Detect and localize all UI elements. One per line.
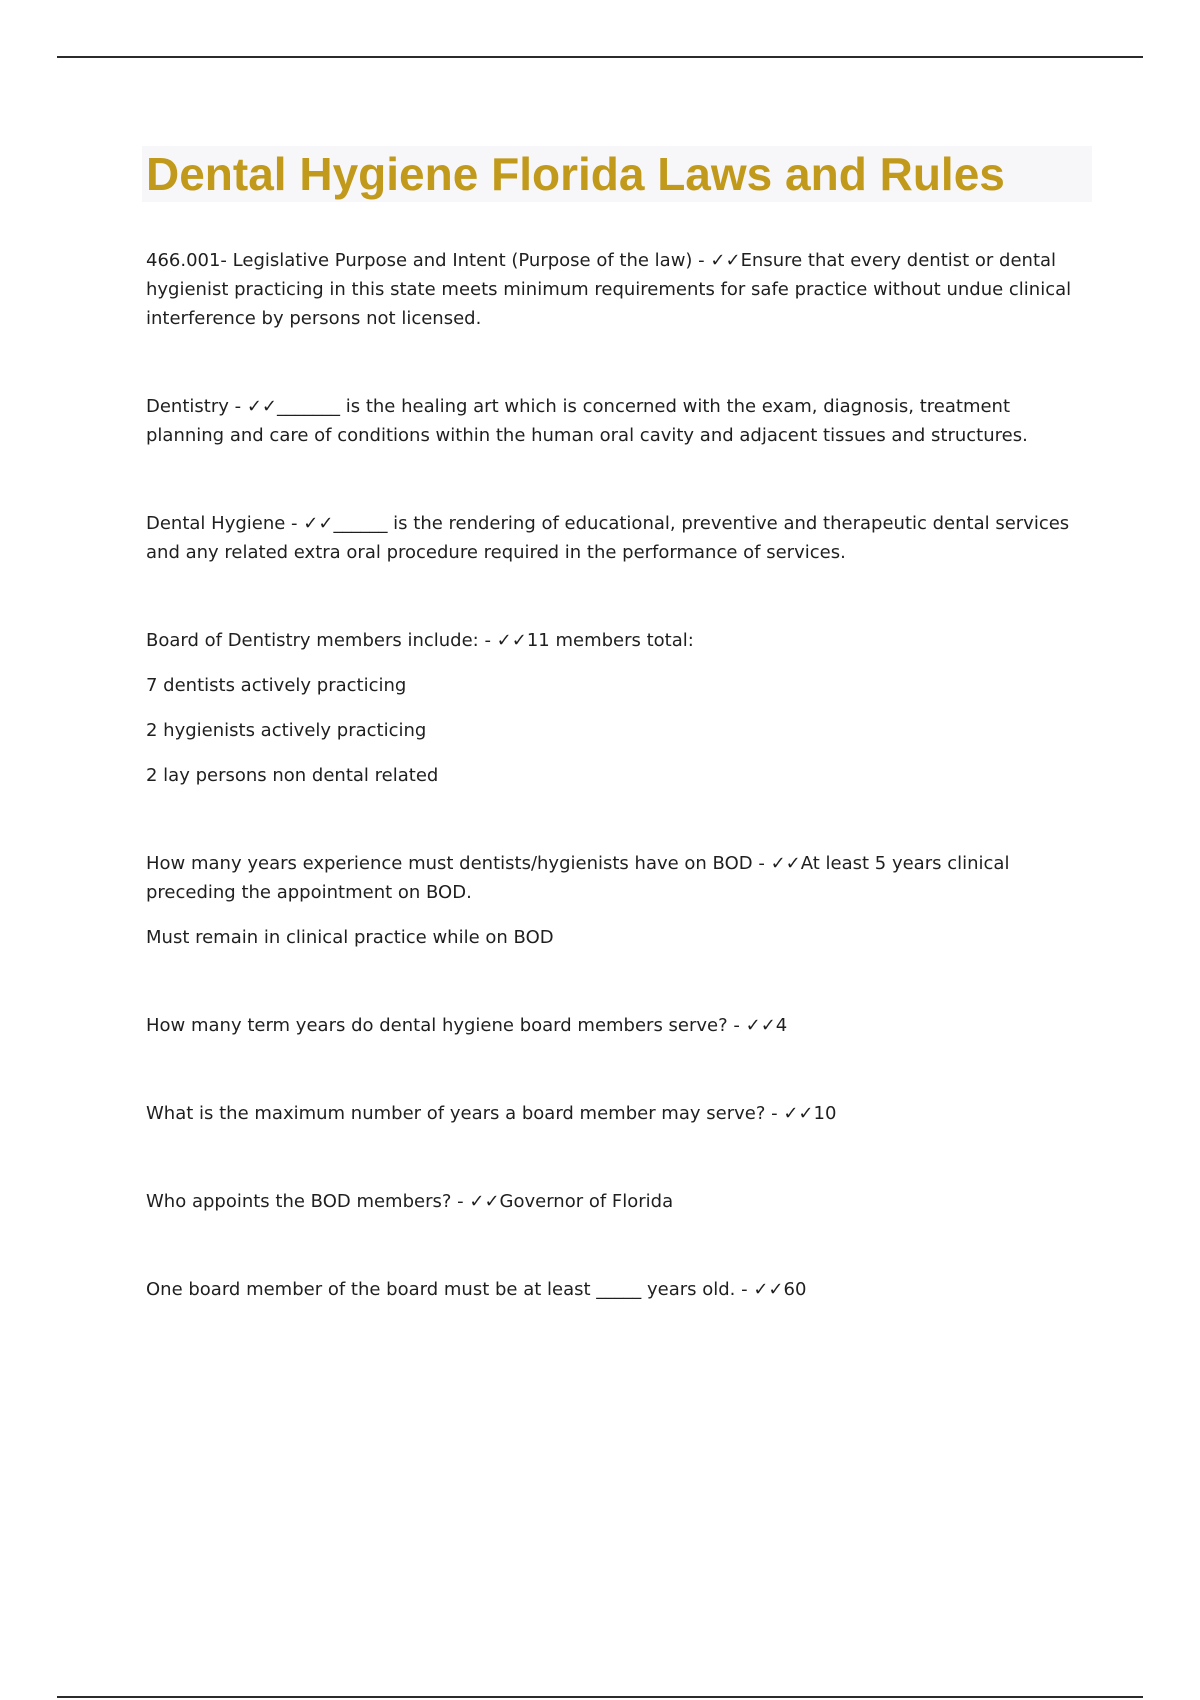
entry-text xyxy=(146,1275,1086,1304)
entry-answer: ______ is the rendering of educational, preventive and therapeutic dental services and any related extra oral procedure required in the performance of services. xyxy=(146,513,1070,563)
entry-term: Dental Hygiene - xyxy=(146,513,304,534)
entry-text xyxy=(146,392,1086,450)
entry-text xyxy=(146,626,1086,655)
entry-term: One board member of the board must be at least _____ years old. - xyxy=(146,1279,754,1300)
double-check-icon: ✓✓ xyxy=(496,630,527,651)
double-check-icon: ✓✓ xyxy=(770,853,801,874)
entry-text xyxy=(146,509,1086,567)
entry-answer: 11 members total: xyxy=(526,630,694,651)
double-check-icon: ✓✓ xyxy=(745,1015,776,1036)
entry-detail-line: 2 hygienists actively practicing xyxy=(146,720,427,741)
double-check-icon: ✓✓ xyxy=(753,1279,784,1300)
entry-text xyxy=(146,1099,1086,1128)
flashcard-entry xyxy=(146,1099,1086,1128)
entry-detail-line: 7 dentists actively practicing xyxy=(146,675,407,696)
flashcard-entry xyxy=(146,246,1086,333)
entry-answer: Ensure that every dentist or dental hygienist practicing in this state meets minimum requirements for safe practice without undue clinical interference by persons not licensed. xyxy=(146,250,1072,329)
entry-answer: _______ is the healing art which is concerned with the exam, diagnosis, treatment planning and care of conditions within the human oral cavity and adjacent tissues and structures. xyxy=(146,396,1028,446)
flashcard-entry xyxy=(146,1187,1086,1216)
entry-term: Board of Dentistry members include: - xyxy=(146,630,497,651)
bottom-rule xyxy=(57,1696,1143,1698)
entry-term: 466.001- Legislative Purpose and Intent (Purpose of the law) - xyxy=(146,250,711,271)
entry-detail-line: Must remain in clinical practice while on BOD xyxy=(146,927,554,948)
entry-term: How many years experience must dentists/hygienists have on BOD - xyxy=(146,853,771,874)
double-check-icon: ✓✓ xyxy=(303,513,334,534)
title-banner xyxy=(142,146,1092,202)
entry-text xyxy=(146,1011,1086,1040)
entry-answer: 60 xyxy=(783,1279,807,1300)
entry-term: What is the maximum number of years a board member may serve? - xyxy=(146,1103,784,1124)
entry-answer: 10 xyxy=(813,1103,837,1124)
top-rule xyxy=(57,56,1143,58)
double-check-icon: ✓✓ xyxy=(783,1103,814,1124)
entry-term: Who appoints the BOD members? - xyxy=(146,1191,470,1212)
flashcard-entry xyxy=(146,626,1086,790)
double-check-icon: ✓✓ xyxy=(710,250,741,271)
entry-answer: Governor of Florida xyxy=(499,1191,674,1212)
page-title: Dental Hygiene Florida Laws and Rules xyxy=(146,148,1005,200)
entry-answer: At least 5 years clinical preceding the appointment on BOD. xyxy=(146,853,1010,903)
flashcard-entry xyxy=(146,392,1086,450)
flashcard-list xyxy=(146,246,1086,1304)
flashcard-entry xyxy=(146,849,1086,952)
entry-answer: 4 xyxy=(775,1015,788,1036)
flashcard-entry xyxy=(146,1011,1086,1040)
flashcard-entry xyxy=(146,509,1086,567)
entry-term: How many term years do dental hygiene board members serve? - xyxy=(146,1015,746,1036)
double-check-icon: ✓✓ xyxy=(246,396,277,417)
entry-text xyxy=(146,849,1086,907)
entry-term: Dentistry - xyxy=(146,396,247,417)
entry-text xyxy=(146,246,1086,333)
double-check-icon: ✓✓ xyxy=(469,1191,500,1212)
entry-text xyxy=(146,1187,1086,1216)
flashcard-entry xyxy=(146,1275,1086,1304)
entry-detail-line: 2 lay persons non dental related xyxy=(146,765,439,786)
